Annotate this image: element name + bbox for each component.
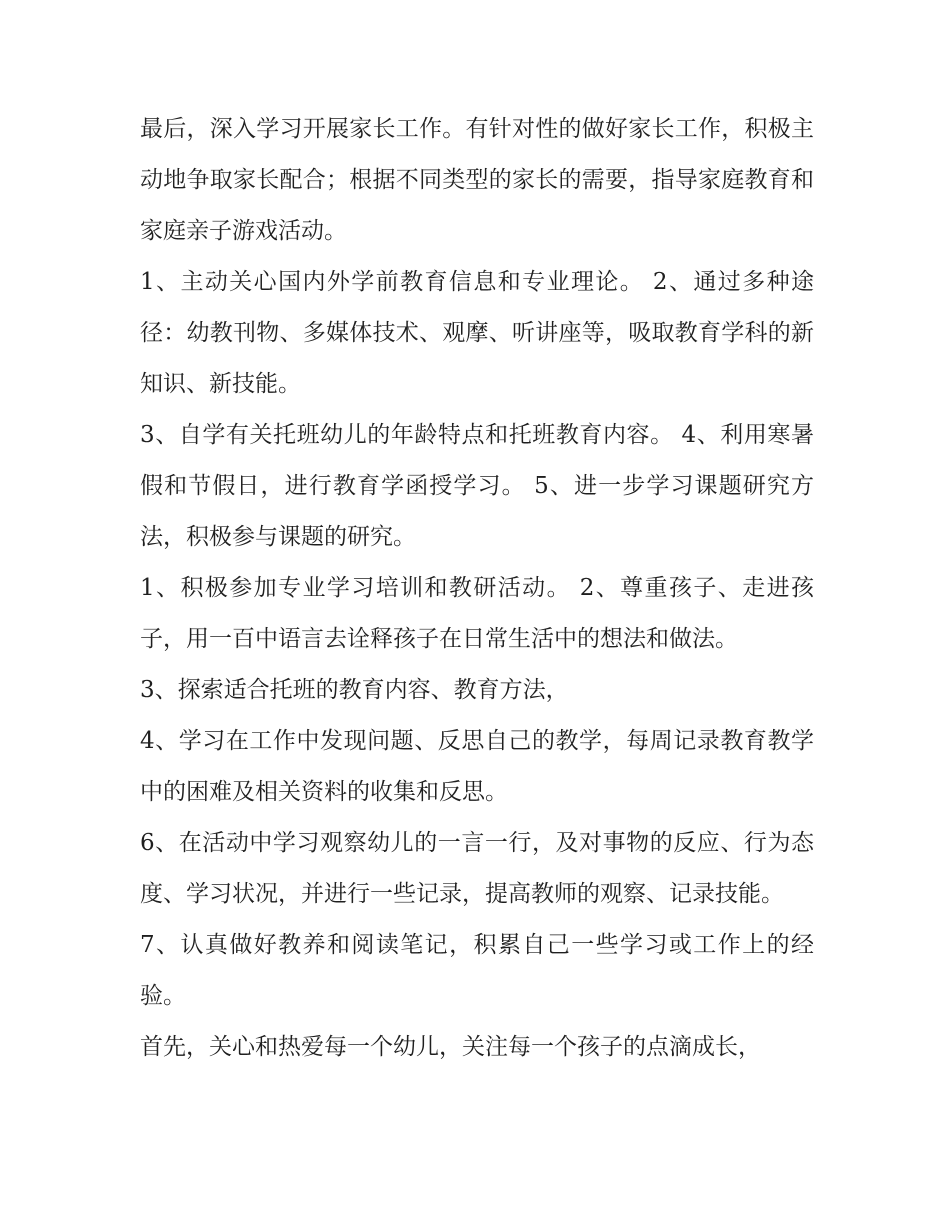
paragraph-explore-methods: 3、探索适合托班的教育内容、教育方法， (140, 677, 569, 703)
document-body (140, 104, 814, 1073)
paragraph-professional-theory: 1、主动关心国内外学前教育信息和专业理论。 2、通过多种途径：幼教刊物、多媒体技术、观摩、听讲座等，吸取教育学科的新知识、新技能。 (140, 269, 814, 397)
paragraph-observation: 6、在活动中学习观察幼儿的一言一行，及对事物的反应、行为态度、学习状况，并进行一些记录，提高教师的观察、记录技能。 (140, 830, 814, 907)
paragraph-self-study: 3、自学有关托班幼儿的年龄特点和托班教育内容。 4、利用寒暑假和节假日，进行教育学函授学习。 5、进一步学习课题研究方法，积极参与课题的研究。 (140, 422, 814, 550)
paragraph-care: 首先，关心和热爱每一个幼儿，关注每一个孩子的点滴成长， (140, 1034, 761, 1060)
paragraph-parent-work: 最后，深入学习开展家长工作。有针对性的做好家长工作，积极主动地争取家长配合；根据不同类型的家长的需要，指导家庭教育和家庭亲子游戏活动。 (140, 116, 814, 244)
paragraph-training: 1、积极参加专业学习培训和教研活动。 2、尊重孩子、走进孩子，用一百中语言去诠释孩子在日常生活中的想法和做法。 (140, 575, 814, 652)
paragraph-notes: 7、认真做好教养和阅读笔记，积累自己一些学习或工作上的经验。 (140, 932, 814, 1009)
paragraph-reflection: 4、学习在工作中发现问题、反思自己的教学，每周记录教育教学中的困难及相关资料的收集和反思。 (140, 728, 814, 805)
